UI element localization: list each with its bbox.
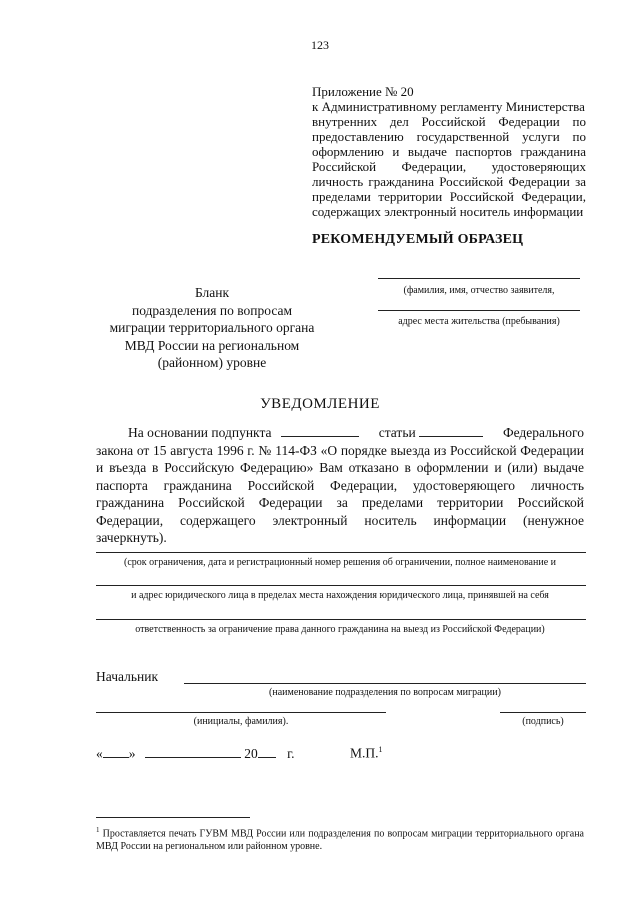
date-line — [96, 745, 295, 762]
body-text: статьи — [378, 425, 416, 440]
date-open-quote: « — [96, 746, 103, 761]
article-field[interactable] — [419, 424, 483, 437]
footnote-text: Проставляется печать ГУВМ МВД России или подразделения по вопросам миграции территориального органа МВД России на региональном или районном уровне. — [96, 828, 584, 853]
chief-label: Начальник — [96, 669, 159, 684]
sample-label: РЕКОМЕНДУЕМЫЙ ОБРАЗЕЦ — [312, 232, 524, 247]
appendix-line: предоставлению государственной услуги по — [312, 129, 586, 144]
body-text: Федерального — [502, 425, 584, 440]
appendix-line: пределами территории Российской Федерации, — [312, 189, 586, 204]
footnote — [96, 824, 584, 853]
initials-line[interactable] — [96, 712, 386, 713]
seal-placeholder — [350, 745, 383, 762]
appendix-line: к Административному регламенту Министерства — [312, 99, 585, 114]
chief-unit-line[interactable] — [184, 683, 586, 684]
year-prefix: 20 — [244, 746, 258, 761]
date-close-quote: » — [128, 746, 136, 761]
responsibility-line[interactable] — [96, 619, 586, 620]
applicant-name-caption: (фамилия, имя, отчество заявителя, — [403, 285, 555, 296]
notice-title: УВЕДОМЛЕНИЕ — [260, 396, 380, 412]
blank-line: МВД России на региональном — [124, 337, 300, 353]
month-field[interactable] — [145, 745, 241, 758]
appendix-line: внутренних дел Российской Федерации по — [312, 114, 586, 129]
footnote-separator — [96, 817, 250, 818]
signature-line[interactable] — [500, 712, 586, 713]
legal-address-caption: и адрес юридического лица в пределах места нахождения юридического лица, принявшей на себя — [131, 590, 549, 601]
blank-line: Бланк — [194, 285, 230, 300]
notice-body — [96, 424, 584, 547]
restriction-caption: (срок ограничения, дата и регистрационный номер решения об ограничении, полное наименование и — [124, 557, 556, 568]
seal-label: М.П. — [350, 745, 379, 761]
body-text: закона от 15 августа 1996 г. № 114-ФЗ «О порядке выезда из Российской Федерации и въезда в Российскую Федерацию» Вам отказано в оформлении и (или) выдаче паспорта гражданина Российской Федерации, удостоверяющего личность гражданина Российской Федерации за пределами территории Российской Федерации, содержащего электронный носитель информации (ненужное зачеркнуть). — [96, 442, 584, 545]
appendix-line: оформлению и выдаче паспортов гражданина — [312, 144, 586, 159]
applicant-address-caption: адрес места жительства (пребывания) — [398, 316, 560, 327]
blank-line: подразделения по вопросам — [131, 302, 293, 318]
page-number: 123 — [311, 38, 329, 52]
chief-unit-caption: (наименование подразделения по вопросам миграции) — [269, 687, 501, 698]
body-text: На основании подпункта — [128, 425, 272, 440]
footnote-mark: 1 — [96, 826, 100, 834]
appendix-line: личность гражданина Российской Федерации за — [312, 174, 586, 189]
subparagraph-field[interactable] — [281, 424, 359, 437]
restriction-line[interactable] — [96, 552, 586, 553]
seal-footnote-mark: 1 — [378, 745, 383, 754]
applicant-address-line[interactable] — [378, 310, 580, 311]
day-field[interactable] — [103, 745, 129, 758]
appendix-title: Приложение № 20 — [312, 84, 414, 99]
appendix-line: Российской Федерации, удостоверяющих — [312, 159, 586, 174]
year-suffix: г. — [287, 746, 295, 761]
year-field[interactable] — [258, 745, 276, 758]
appendix-line: содержащих электронный носитель информации — [312, 204, 584, 219]
initials-caption: (инициалы, фамилия). — [193, 716, 289, 727]
applicant-name-line[interactable] — [378, 278, 580, 279]
appendix-header — [312, 84, 586, 219]
blank-line: (районном) уровне — [157, 355, 267, 370]
signature-caption: (подпись) — [522, 716, 564, 727]
responsibility-caption: ответственность за ограничение права данного гражданина на выезд из Российской Федерации) — [135, 624, 545, 635]
blank-line: миграции территориального органа — [109, 320, 315, 335]
blank-block — [92, 284, 332, 372]
legal-entity-line[interactable] — [96, 585, 586, 586]
